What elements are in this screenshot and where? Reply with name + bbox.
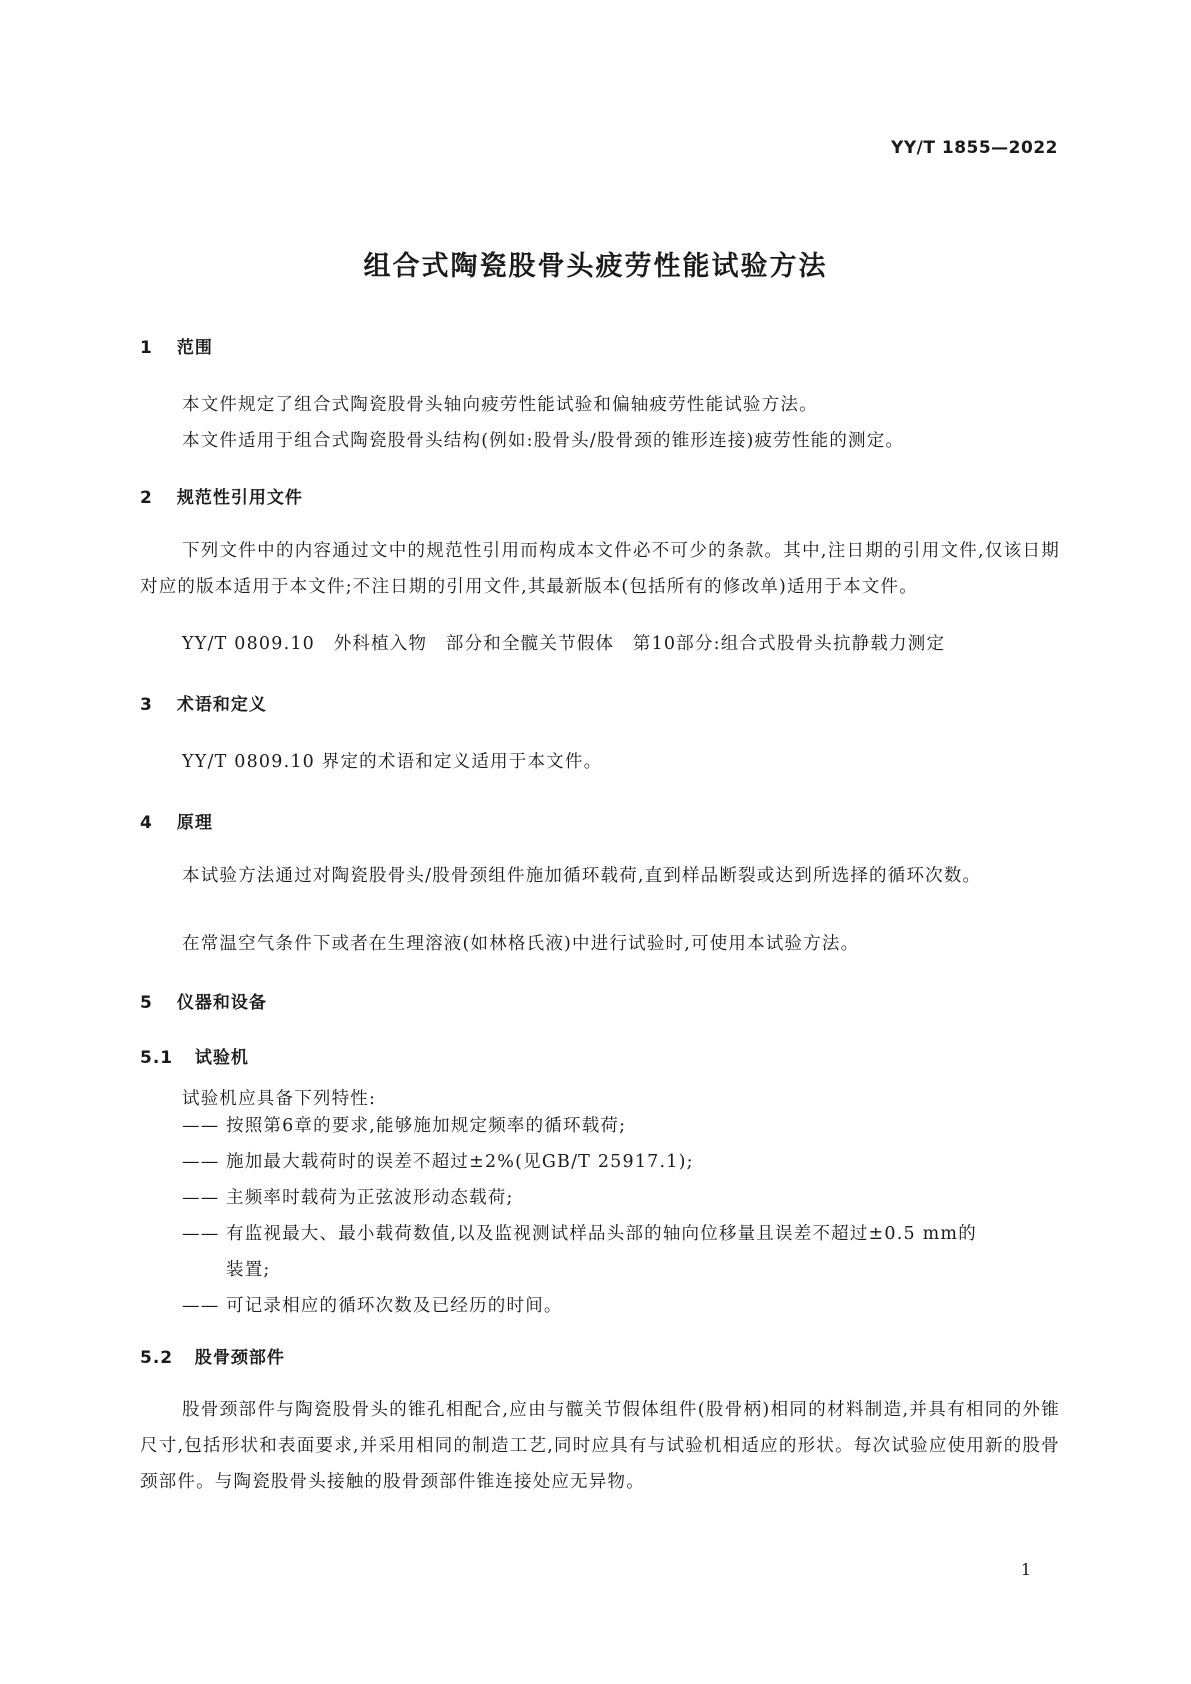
section-number: 5.1 <box>140 1048 174 1068</box>
section-5-1-intro: 试验机应具备下列特性: <box>182 1089 377 1109</box>
list-dash: —— <box>182 1188 220 1208</box>
section-4-paragraph-2: 在常温空气条件下或者在生理溶液(如林格氏液)中进行试验时,可使用本试验方法。 <box>182 934 860 954</box>
section-4-paragraph-1: 本试验方法通过对陶瓷股骨头/股骨颈组件施加循环载荷,直到样品断裂或达到所选择的循环次数。 <box>182 866 982 886</box>
normative-reference: YY/T 0809.10 外科植入物 部分和全髋关节假体 第10部分:组合式股骨头抗静载力测定 <box>182 634 946 654</box>
list-item-text: 施加最大载荷时的误差不超过±2%(见GB/T 25917.1); <box>226 1152 694 1172</box>
section-title: 仪器和设备 <box>176 993 267 1013</box>
section-5-heading <box>140 988 267 1013</box>
list-item-continuation: 装置; <box>226 1260 271 1280</box>
section-1-heading <box>140 333 213 358</box>
section-1-paragraph-1: 本文件规定了组合式陶瓷股骨头轴向疲劳性能试验和偏轴疲劳性能试验方法。 <box>182 395 818 415</box>
list-item <box>182 1180 1060 1216</box>
section-number: 3 <box>140 695 153 715</box>
section-title: 原理 <box>176 813 213 833</box>
list-dash: —— <box>182 1224 220 1244</box>
list-dash: —— <box>182 1116 220 1136</box>
document-title: 组合式陶瓷股骨头疲劳性能试验方法 <box>363 251 828 282</box>
section-1-paragraph-2: 本文件适用于组合式陶瓷股骨头结构(例如:股骨头/股骨颈的锥形连接)疲劳性能的测定。 <box>182 431 905 451</box>
standard-code: YY/T 1855—2022 <box>891 138 1058 158</box>
section-2-paragraph-1: 下列文件中的内容通过文中的规范性引用而构成本文件必不可少的条款。其中,注日期的引用文件,仅该日期对应的版本适用于本文件;不注日期的引用文件,其最新版本(包括所有的修改单)适用于本文件。 <box>140 541 1060 597</box>
list-item-text: 主频率时载荷为正弦波形动态载荷; <box>226 1188 514 1208</box>
section-2-heading <box>140 483 303 508</box>
page-number: 1 <box>1020 1560 1031 1579</box>
section-number: 4 <box>140 813 153 833</box>
section-4-heading <box>140 808 213 833</box>
list-item-text: 可记录相应的循环次数及已经历的时间。 <box>226 1296 563 1316</box>
list-item-text: 有监视最大、最小载荷数值,以及监视测试样品头部的轴向位移量且误差不超过±0.5 mm的 <box>226 1224 977 1244</box>
list-item <box>182 1108 1060 1144</box>
list-item <box>182 1144 1060 1180</box>
section-number: 5 <box>140 993 153 1013</box>
list-dash: —— <box>182 1152 220 1172</box>
section-title: 范围 <box>176 338 213 358</box>
section-title: 术语和定义 <box>176 695 267 715</box>
list-dash: —— <box>182 1296 220 1316</box>
section-5-2-heading <box>140 1343 285 1368</box>
section-number: 2 <box>140 488 153 508</box>
section-5-1-heading <box>140 1043 249 1068</box>
section-number: 1 <box>140 338 153 358</box>
section-title: 规范性引用文件 <box>176 488 303 508</box>
section-3-paragraph-1: YY/T 0809.10 界定的术语和定义适用于本文件。 <box>182 752 603 772</box>
section-5-2-paragraph-1: 股骨颈部件与陶瓷股骨头的锥孔相配合,应由与髋关节假体组件(股骨柄)相同的材料制造,并具有相同的外锥尺寸,包括形状和表面要求,并采用相同的制造工艺,同时应具有与试验机相适应的形状。每次试验应使用新的股骨颈部件。与陶瓷股骨头接触的股骨颈部件锥连接处应无异物。 <box>140 1400 1060 1492</box>
section-3-heading <box>140 690 267 715</box>
section-number: 5.2 <box>140 1348 174 1368</box>
section-title: 试验机 <box>194 1048 249 1068</box>
section-title: 股骨颈部件 <box>194 1348 285 1368</box>
list-item <box>182 1216 1060 1288</box>
list-item-text: 按照第6章的要求,能够施加规定频率的循环载荷; <box>226 1116 627 1136</box>
list-item <box>182 1288 1060 1324</box>
